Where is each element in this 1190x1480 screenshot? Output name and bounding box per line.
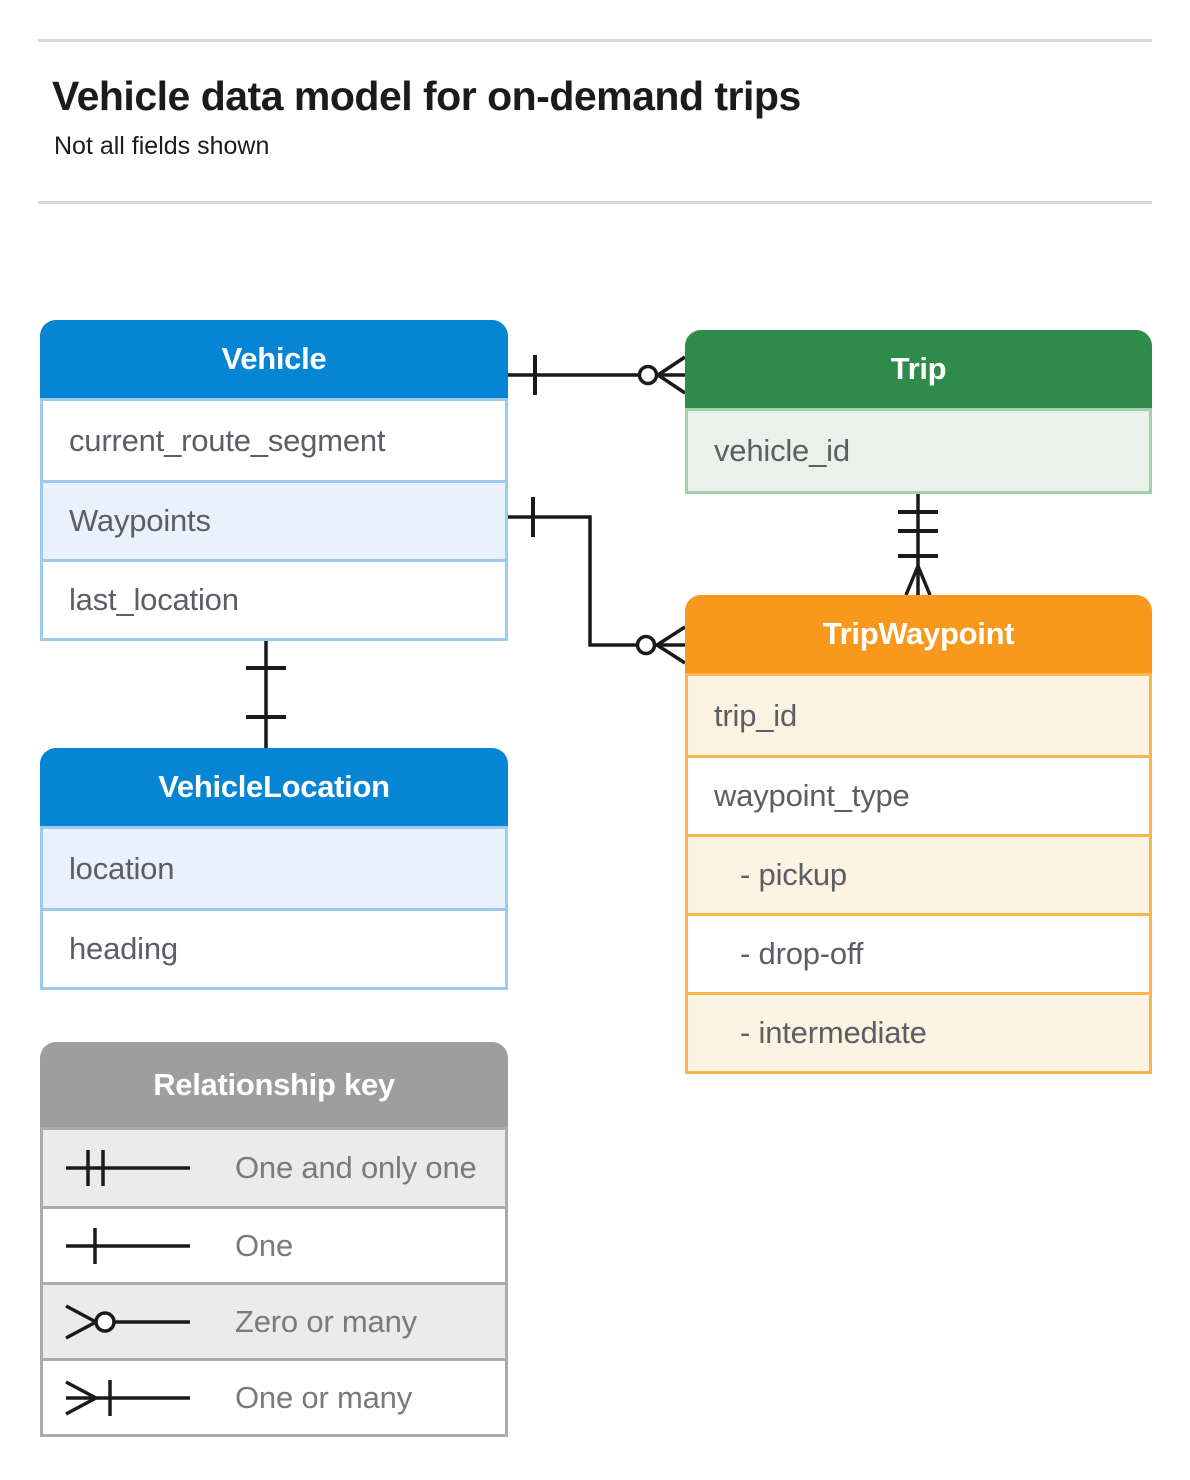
one-or-many-symbol xyxy=(43,1376,235,1420)
entity-trip-fields xyxy=(685,408,1152,494)
field-label: - pickup xyxy=(740,857,847,892)
table-row xyxy=(688,755,1149,834)
page-title: Vehicle data model for on-demand trips xyxy=(52,73,801,119)
entity-vehiclelocation-fields xyxy=(40,826,508,990)
legend-label: Zero or many xyxy=(235,1303,417,1339)
table-row xyxy=(43,401,505,480)
zero-or-many-symbol xyxy=(43,1300,235,1344)
one-symbol xyxy=(43,1224,235,1268)
relationship-key xyxy=(40,1042,508,1437)
connector-vehicle-trip xyxy=(508,355,685,395)
entity-title: Vehicle xyxy=(221,341,327,376)
legend-row xyxy=(43,1130,505,1206)
table-row xyxy=(43,559,505,638)
entity-title: VehicleLocation xyxy=(158,769,390,804)
entity-vehiclelocation xyxy=(40,748,508,990)
entity-vehicle xyxy=(40,320,508,641)
field-label: current_route_segment xyxy=(69,422,386,458)
field-label: last_location xyxy=(69,582,239,617)
relationship-key-title: Relationship key xyxy=(153,1066,395,1102)
table-row xyxy=(43,908,505,987)
entity-vehicle-fields xyxy=(40,398,508,641)
connector-trip-tripwaypoint xyxy=(898,488,938,595)
table-row xyxy=(688,992,1149,1071)
connector-vehicle-vehiclelocation xyxy=(246,635,286,748)
entity-tripwaypoint-fields xyxy=(685,673,1152,1074)
table-row xyxy=(688,411,1149,491)
legend-label: One and only one xyxy=(235,1150,477,1185)
entity-trip-header xyxy=(685,330,1152,408)
one-and-only-one-symbol xyxy=(43,1146,235,1190)
field-label: waypoint_type xyxy=(714,778,910,813)
field-label: Waypoints xyxy=(69,503,211,538)
connector-waypoints-tripwaypoint xyxy=(508,497,685,663)
field-label: location xyxy=(69,850,175,886)
entity-vehiclelocation-header xyxy=(40,748,508,826)
table-row xyxy=(688,913,1149,992)
field-label: trip_id xyxy=(714,697,798,733)
page-subtitle: Not all fields shown xyxy=(54,132,270,160)
relationship-key-header xyxy=(40,1042,508,1127)
entity-title: Trip xyxy=(890,351,947,386)
table-row xyxy=(43,480,505,559)
table-row xyxy=(688,834,1149,913)
legend-row xyxy=(43,1206,505,1282)
entity-title: TripWaypoint xyxy=(822,616,1015,651)
field-label: heading xyxy=(69,931,178,966)
relationship-key-items xyxy=(40,1127,508,1437)
field-label: vehicle_id xyxy=(714,433,850,468)
entity-vehicle-header xyxy=(40,320,508,398)
legend-row xyxy=(43,1358,505,1434)
legend-row xyxy=(43,1282,505,1358)
field-label: - intermediate xyxy=(740,1015,927,1050)
entity-tripwaypoint xyxy=(685,595,1152,1074)
legend-label: One or many xyxy=(235,1379,412,1415)
entity-tripwaypoint-header xyxy=(685,595,1152,673)
table-row xyxy=(43,829,505,908)
field-label: - drop-off xyxy=(740,936,864,971)
legend-label: One xyxy=(235,1227,293,1263)
entity-trip xyxy=(685,330,1152,494)
table-row xyxy=(688,676,1149,755)
